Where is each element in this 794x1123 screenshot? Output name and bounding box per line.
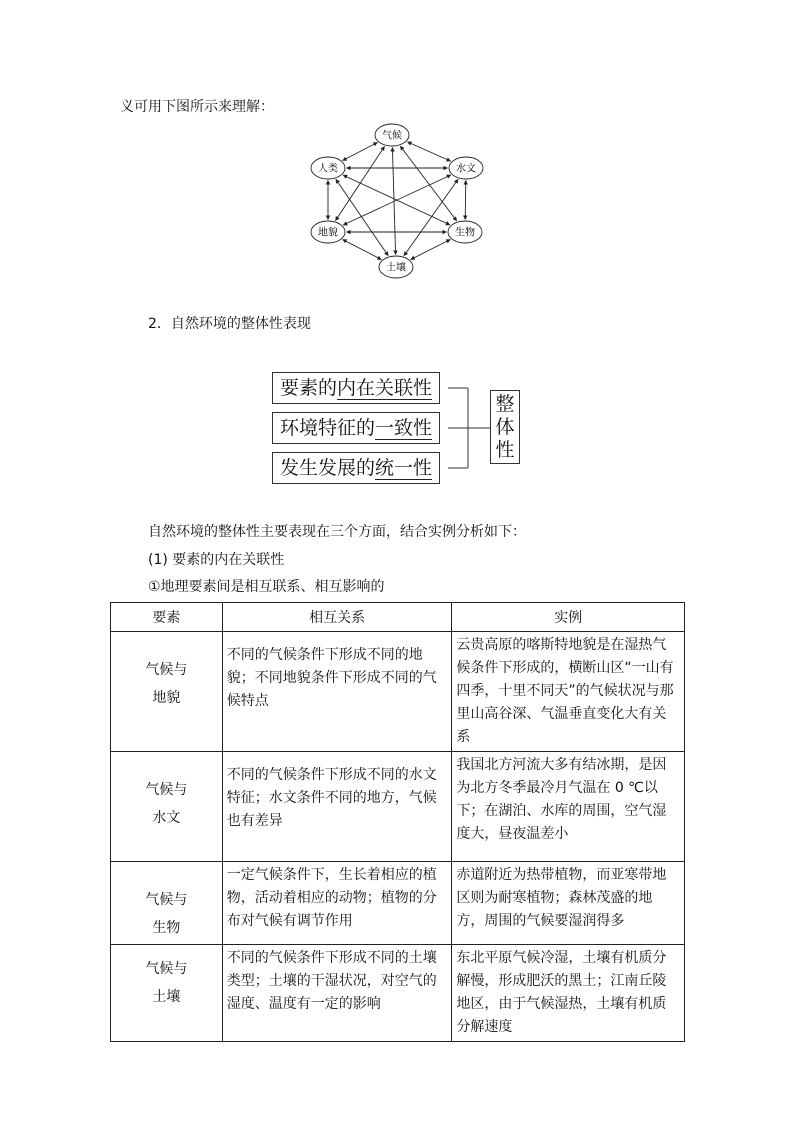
element-line-2: 水文 bbox=[152, 810, 181, 826]
paragraph-summary: 自然环境的整体性主要表现在三个方面，结合实例分析如下： bbox=[148, 524, 526, 540]
node-label: 生物 bbox=[455, 227, 475, 239]
interaction-diagram bbox=[300, 118, 500, 288]
element-line-2: 土壤 bbox=[152, 989, 181, 1005]
sub-point: ①地理要素间是相互联系、相互影响的 bbox=[148, 579, 385, 595]
table-row bbox=[111, 752, 685, 862]
integrity-item-1-prefix: 要素的 bbox=[280, 377, 338, 399]
diagram-node bbox=[311, 157, 345, 179]
integrity-item-3-prefix: 发生发展的 bbox=[280, 457, 376, 479]
table-row bbox=[111, 945, 685, 1042]
interaction-arrow bbox=[407, 142, 450, 161]
interaction-arrow bbox=[400, 146, 456, 221]
interaction-arrow bbox=[336, 179, 388, 255]
integrity-result-char-2: 体 bbox=[495, 416, 515, 438]
row-element bbox=[111, 752, 223, 862]
row-element bbox=[111, 862, 223, 945]
header-element: 要素 bbox=[111, 603, 223, 632]
row-relation: 不同的气候条件下形成不同的水文特征；水文条件不同的地方，气候也有差异 bbox=[222, 752, 452, 862]
interaction-arrow bbox=[404, 179, 458, 256]
diagram-arrows bbox=[328, 142, 466, 260]
row-example: 赤道附近为热带植物，而亚寒带地区则为耐寒植物；森林茂盛的地方，周围的气候要湿润得多 bbox=[452, 862, 685, 945]
row-relation: 不同的气候条件下形成不同的土壤类型；土壤的干湿状况，对空气的湿度、温度有一定的影响 bbox=[222, 945, 452, 1042]
integrity-result bbox=[490, 390, 520, 464]
row-relation: 不同的气候条件下形成不同的地貌；不同地貌条件下形成不同的气候特点 bbox=[222, 632, 452, 752]
section-title: 2．自然环境的整体性表现 bbox=[148, 316, 311, 332]
interaction-arrow bbox=[343, 240, 382, 260]
diagram-node bbox=[311, 221, 345, 243]
table-header-row bbox=[111, 603, 685, 632]
diagram-node bbox=[375, 124, 409, 146]
node-label: 地貌 bbox=[318, 227, 338, 239]
node-label: 水文 bbox=[456, 163, 476, 175]
intro-line: 义可用下图所示来理解： bbox=[120, 99, 274, 115]
node-label: 土壤 bbox=[386, 262, 406, 274]
integrity-item-2-prefix: 环境特征的 bbox=[280, 417, 376, 439]
row-example: 东北平原气候冷湿，土壤有机质分解慢，形成肥沃的黑土；江南丘陵地区，由于气候湿热，土壤有机质分解速度 bbox=[452, 945, 685, 1042]
diagram-node bbox=[379, 256, 413, 278]
element-line-2: 生物 bbox=[152, 920, 181, 936]
header-relation: 相互关系 bbox=[222, 603, 452, 632]
sub-heading: (1) 要素的内在关联性 bbox=[148, 552, 285, 568]
diagram-nodes bbox=[311, 124, 483, 278]
row-element bbox=[111, 632, 223, 752]
row-element bbox=[111, 945, 223, 1042]
element-line-1: 气候与 bbox=[145, 961, 188, 977]
row-relation: 一定气候条件下，生长着相应的植物，活动着相应的动物；植物的分布对气候有调节作用 bbox=[222, 862, 452, 945]
row-example: 我国北方河流大多有结冰期，是因为北方冬季最冷月气温在 0 ℃以下；在湖泊、水库的周围，空气湿度大，昼夜温差小 bbox=[452, 752, 685, 862]
integrity-result-char-3: 性 bbox=[495, 439, 515, 461]
integrity-diagram bbox=[268, 368, 530, 486]
interaction-arrow bbox=[465, 181, 466, 220]
element-line-1: 气候与 bbox=[145, 892, 188, 908]
element-line-1: 气候与 bbox=[145, 782, 188, 798]
element-line-2: 地貌 bbox=[152, 690, 181, 706]
diagram-node bbox=[449, 157, 483, 179]
interaction-arrow bbox=[343, 143, 378, 161]
integrity-item-1-underlined: 内在关联性 bbox=[337, 377, 433, 399]
diagram-node bbox=[448, 221, 482, 243]
element-line-1: 气候与 bbox=[145, 662, 188, 678]
integrity-item-3-underlined: 统一性 bbox=[375, 457, 433, 479]
node-label: 人类 bbox=[318, 163, 338, 175]
node-label: 气候 bbox=[382, 130, 402, 142]
row-example: 云贵高原的喀斯特地貌是在湿热气候条件下形成的，横断山区“一山有四季，十里不同天”的气候状况与那里山高谷深、气温垂直变化大有关系 bbox=[452, 632, 685, 752]
table-row bbox=[111, 862, 685, 945]
integrity-item-2-underlined: 一致性 bbox=[375, 417, 433, 439]
relation-table bbox=[110, 602, 685, 1042]
integrity-result-char-1: 整 bbox=[495, 393, 515, 415]
table-row bbox=[111, 632, 685, 752]
interaction-arrow bbox=[411, 240, 451, 260]
header-example: 实例 bbox=[452, 603, 685, 632]
